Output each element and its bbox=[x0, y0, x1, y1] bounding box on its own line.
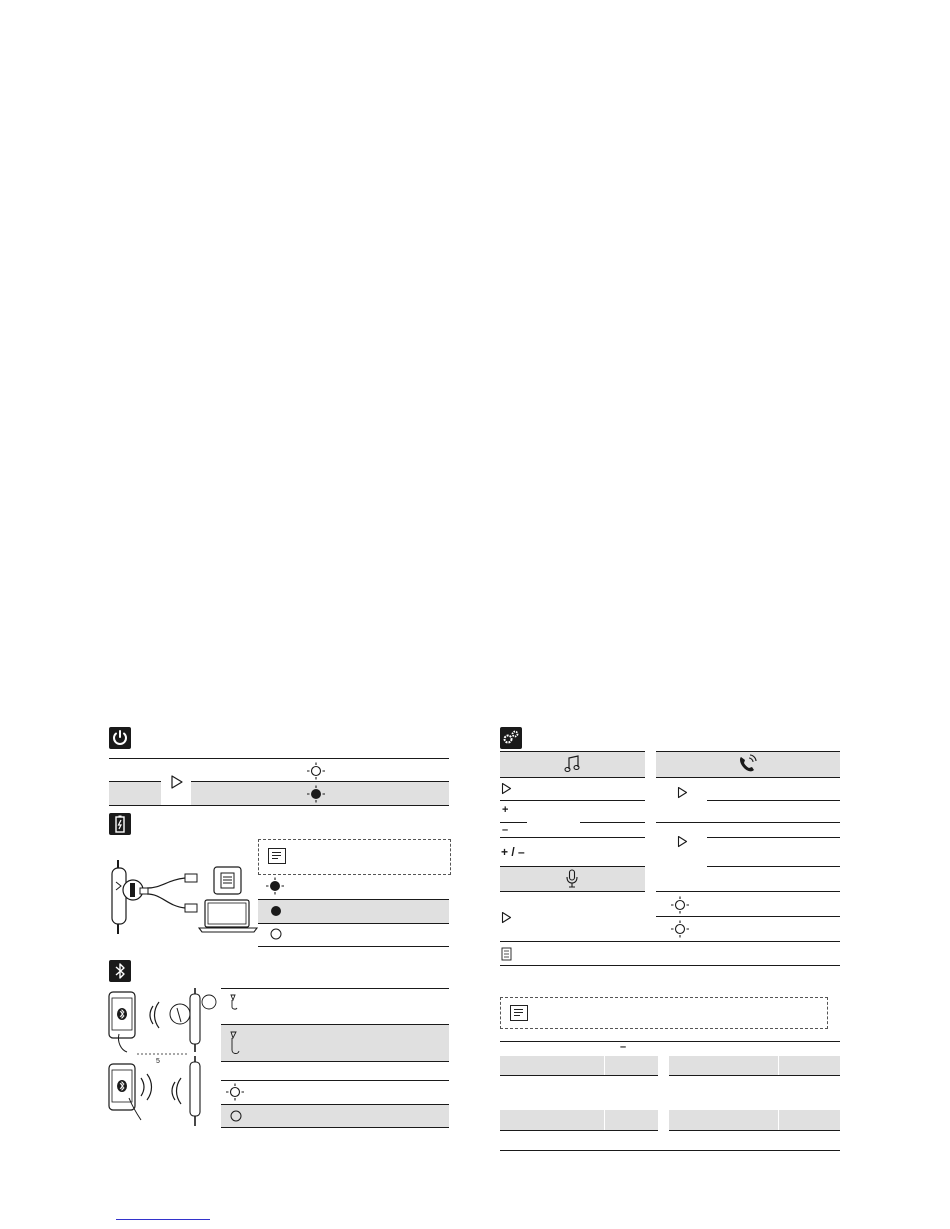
charging-rule-2 bbox=[258, 923, 449, 924]
bottom-table-rule-2a bbox=[500, 1075, 658, 1076]
laptop-icon bbox=[198, 898, 258, 934]
bottom-table-divider-4 bbox=[778, 1110, 779, 1130]
volume-down-label: – bbox=[502, 824, 509, 836]
bottom-table-bottom-rule bbox=[500, 1150, 840, 1151]
gears-icon bbox=[500, 727, 522, 749]
volume-combo-label: + / – bbox=[501, 845, 525, 859]
footer-link[interactable] bbox=[116, 1219, 210, 1220]
play-button-icon bbox=[170, 774, 184, 790]
led-on-icon bbox=[270, 905, 282, 917]
note-icon bbox=[268, 848, 286, 864]
bt-rule-6 bbox=[221, 1127, 449, 1128]
bottom-table-divider-1 bbox=[604, 1056, 605, 1075]
bottom-table-dash: – bbox=[620, 1041, 627, 1053]
power-icon bbox=[109, 727, 131, 749]
led-blinking-icon bbox=[306, 762, 326, 780]
bottom-table-rule-3b bbox=[669, 1130, 840, 1131]
note-icon bbox=[510, 1005, 528, 1021]
led-solid-icon bbox=[306, 785, 326, 803]
bt-row-shaded-1 bbox=[221, 1025, 449, 1061]
led-off-icon bbox=[230, 1110, 242, 1122]
call-rule-1 bbox=[707, 800, 840, 801]
play-button-icon bbox=[501, 782, 512, 795]
press-hold-finger-icon bbox=[227, 1030, 241, 1056]
svg-text:5: 5 bbox=[156, 1058, 160, 1065]
bt-row-shaded-2 bbox=[221, 1105, 449, 1127]
bottom-table-header-right bbox=[669, 1056, 840, 1075]
bottom-table-row-right bbox=[669, 1110, 840, 1130]
music-rule-1 bbox=[500, 800, 645, 801]
battery-charging-icon bbox=[109, 813, 131, 835]
microphone-icon bbox=[566, 869, 578, 889]
ctrl-rule-full-2 bbox=[500, 965, 840, 966]
volume-up-label: + bbox=[502, 804, 509, 816]
power-table-bottom-rule bbox=[109, 805, 449, 806]
led-off-icon bbox=[270, 928, 282, 940]
mic-rule bbox=[500, 891, 645, 892]
remote-control-illustration bbox=[187, 988, 219, 1128]
bottom-table-divider-2 bbox=[778, 1056, 779, 1075]
bottom-table-rule-2b bbox=[669, 1075, 840, 1076]
bluetooth-icon bbox=[109, 960, 131, 982]
call-rule-4 bbox=[707, 866, 840, 867]
led-solid-icon bbox=[265, 877, 285, 895]
play-button-icon bbox=[677, 835, 688, 848]
reset-button-icon bbox=[501, 947, 512, 961]
bottom-table-row-left bbox=[500, 1110, 658, 1130]
music-rule-2b bbox=[580, 822, 645, 823]
tap-finger-icon bbox=[227, 993, 239, 1011]
power-table-mid-rule-b bbox=[191, 781, 449, 782]
bottom-table-top-rule bbox=[500, 1041, 840, 1042]
charging-rule-3 bbox=[258, 946, 449, 947]
phone-ringing-icon bbox=[737, 754, 759, 774]
music-rule-2a bbox=[500, 822, 527, 823]
bt-rule-4 bbox=[221, 1080, 449, 1081]
led-blinking-icon bbox=[670, 896, 690, 914]
controls-note-box bbox=[500, 997, 828, 1029]
call-rule-5 bbox=[656, 891, 840, 892]
charging-row-shaded bbox=[258, 900, 449, 923]
call-rule-6 bbox=[656, 916, 840, 917]
play-button-icon bbox=[501, 911, 512, 924]
bt-rule-1 bbox=[221, 988, 449, 989]
led-blinking-icon bbox=[670, 920, 690, 938]
bottom-table-rule-3a bbox=[500, 1130, 658, 1131]
bottom-table-header-left bbox=[500, 1056, 658, 1075]
wall-charger-icon bbox=[213, 866, 243, 896]
bt-rule-3 bbox=[221, 1061, 449, 1062]
charging-note-box bbox=[258, 839, 451, 875]
music-note-icon bbox=[564, 755, 580, 773]
power-table-top-rule bbox=[109, 758, 449, 759]
ctrl-header-bottom-right bbox=[656, 777, 840, 778]
power-table-mid-rule bbox=[109, 781, 161, 782]
ctrl-rule-full-1 bbox=[500, 941, 840, 942]
call-rule-3 bbox=[707, 837, 840, 838]
bottom-table-divider-3 bbox=[604, 1110, 605, 1130]
power-table-row-2 bbox=[109, 782, 161, 805]
ctrl-header-bottom-left bbox=[500, 777, 645, 778]
play-button-icon bbox=[677, 786, 688, 799]
music-rule-3 bbox=[500, 837, 645, 838]
call-rule-2 bbox=[656, 822, 840, 823]
led-blinking-icon bbox=[225, 1083, 245, 1101]
